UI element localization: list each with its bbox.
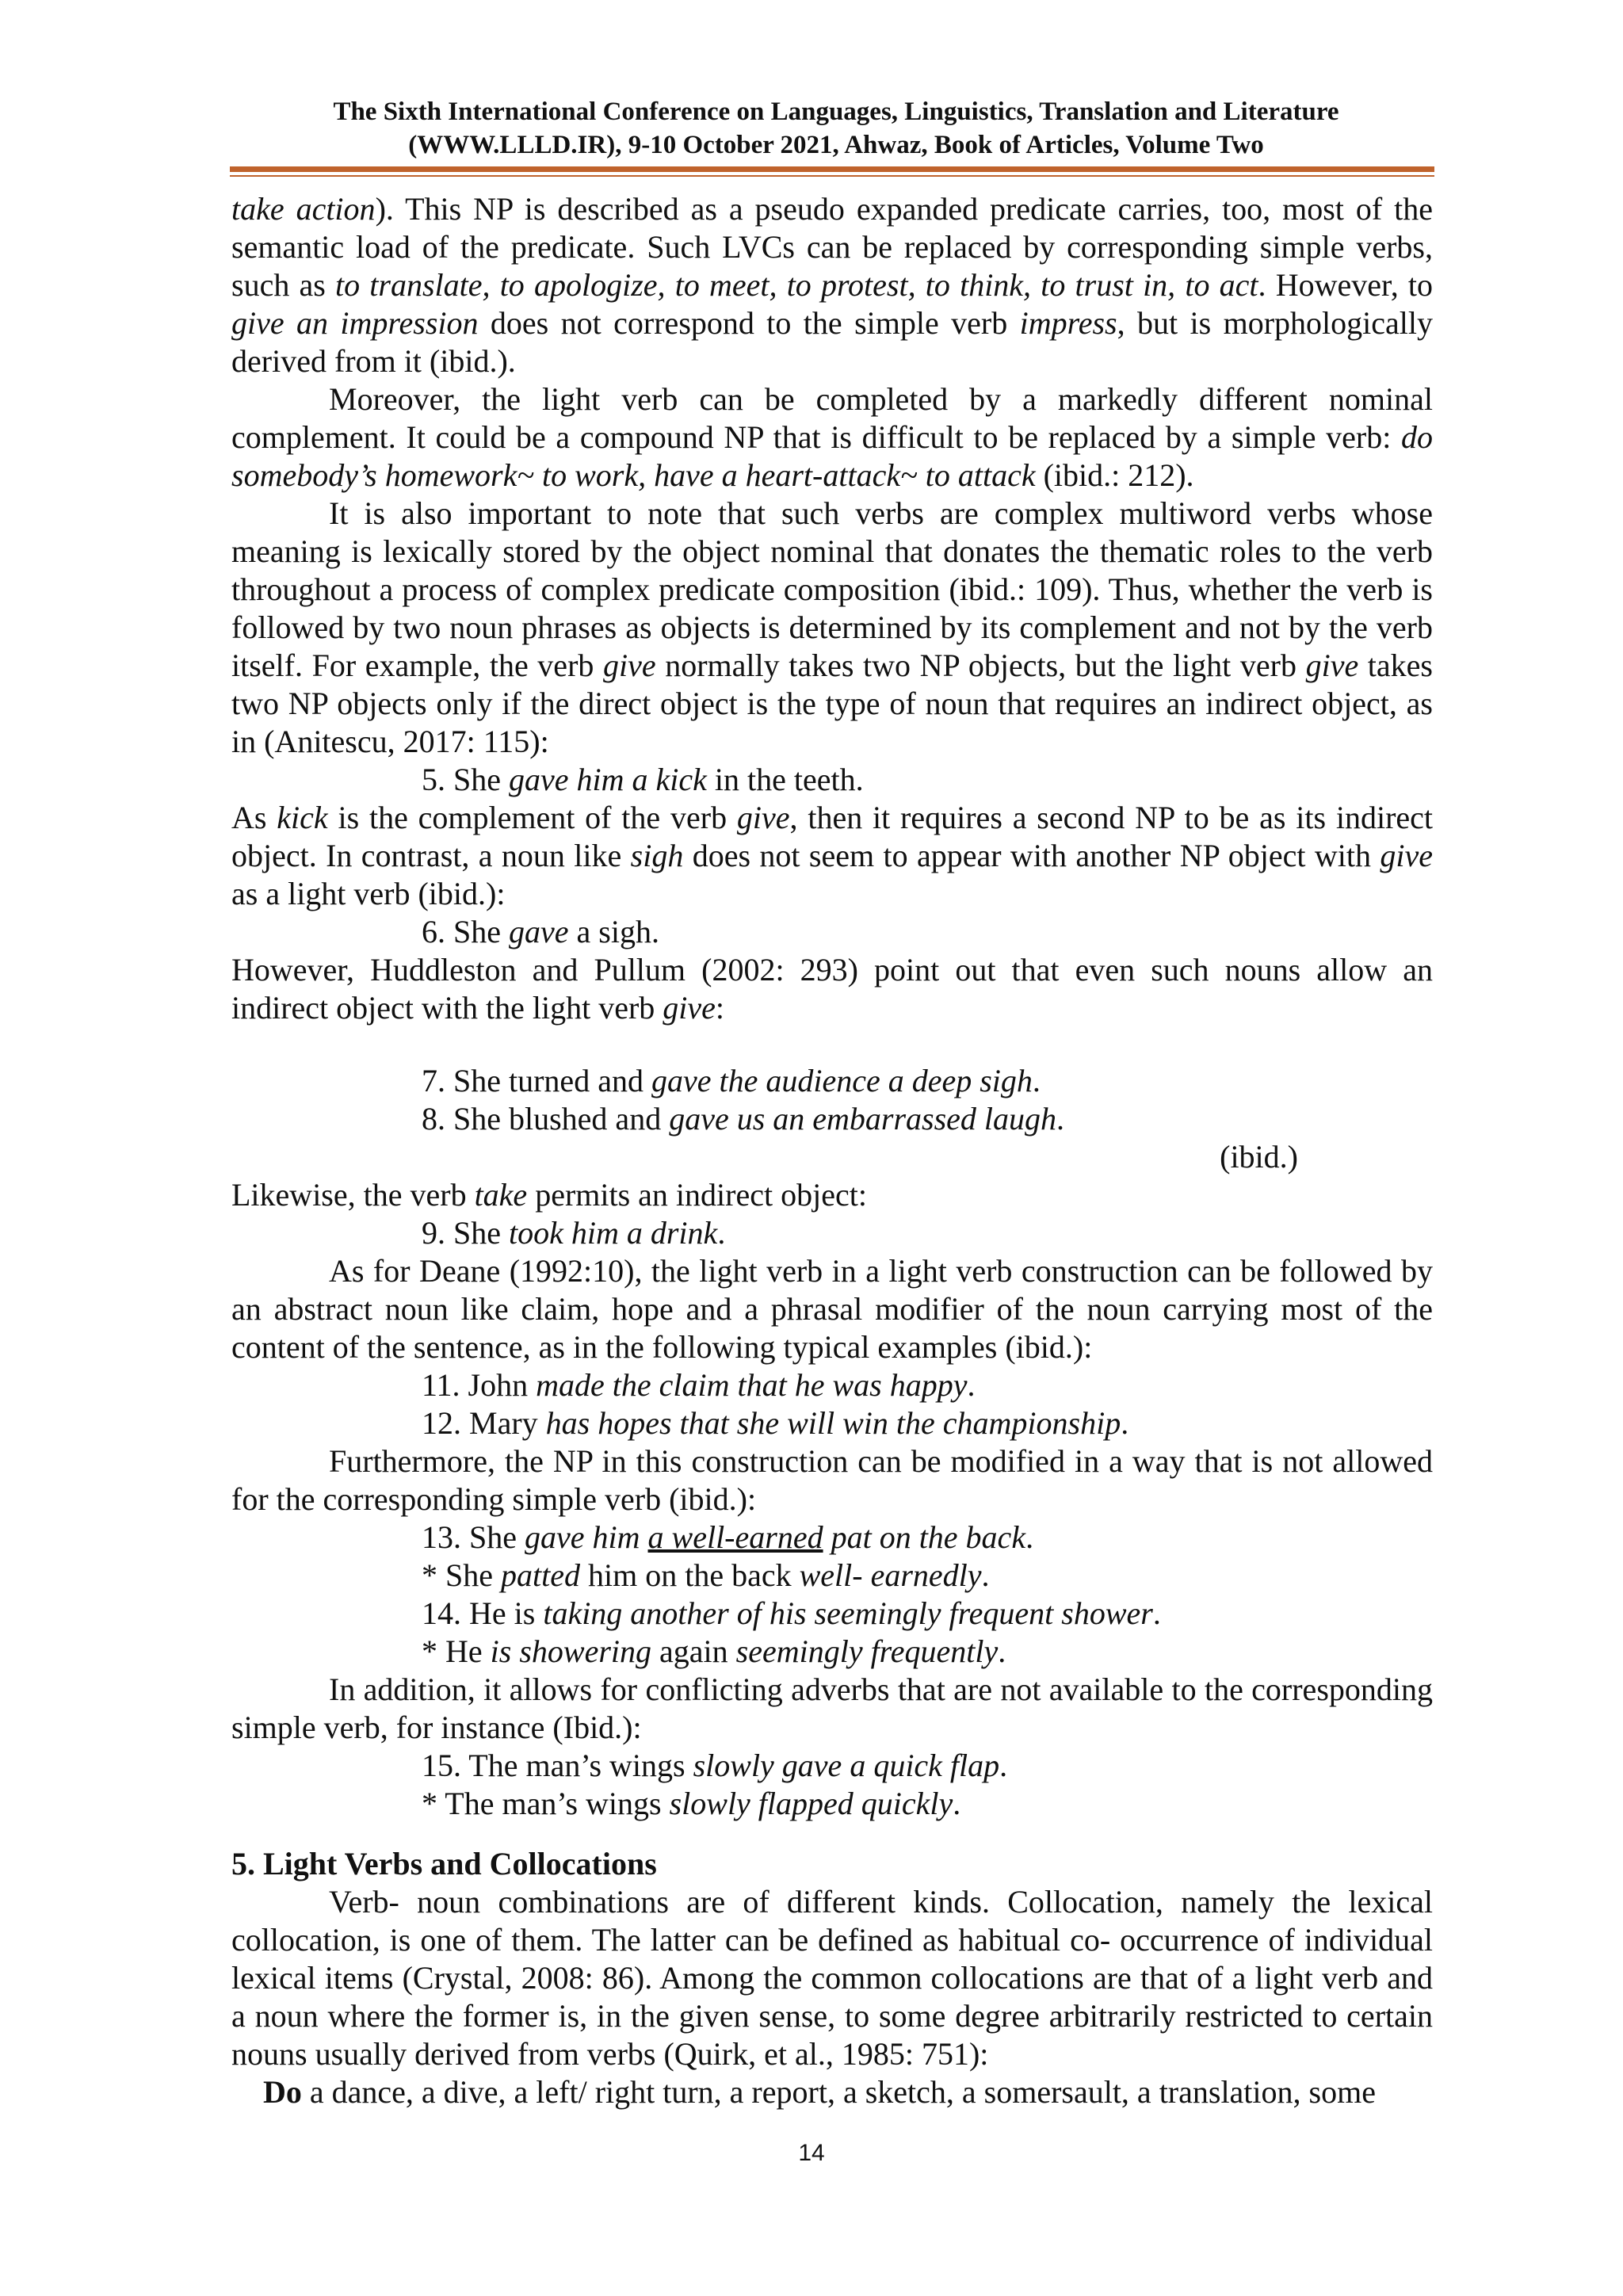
text: a dance, a dive, a left/ right turn, a report, a sketch, a somersault, a translation, some [301,2074,1376,2110]
spacer [231,1027,1433,1062]
italic-text: give [1380,838,1433,873]
italic-text: give [663,990,716,1026]
text: . [953,1786,961,1821]
example-14-starred [231,1633,1433,1671]
text: is the complement of the verb [327,800,737,835]
text: does not correspond to the simple verb [478,305,1020,341]
italic-text: made the claim that he was happy [536,1367,968,1403]
italic-text: kick [277,800,328,835]
text: . [1152,1595,1161,1631]
text: . [1032,1063,1041,1098]
text: ). This NP is described as a pseudo expanded predicate carries, too, most of the semantic load of the predicate. Such LVCs can be replaced by corresponding simple verbs, such as [231,191,1433,303]
paragraph [231,951,1433,1027]
text: (ibid.: 212). [1035,457,1194,493]
text: . [967,1367,976,1403]
example-14 [231,1595,1433,1633]
text: does not seem to appear with another NP object with [683,838,1381,873]
text: * The man’s wings [422,1786,670,1821]
text: . [1056,1101,1065,1137]
text: . [717,1215,726,1251]
bold-text: Do [263,2074,302,2110]
italic-text: give [1305,648,1359,683]
header-rule-thin [230,175,1434,177]
example-15 [231,1747,1433,1785]
paragraph [231,799,1433,913]
italic-text: well- earnedly [799,1557,982,1593]
text: permits an indirect object: [527,1177,867,1213]
italic-text: pat on the back [823,1519,1026,1555]
text: 6. She [422,914,509,949]
paragraph [231,2073,1433,2111]
example-8 [231,1100,1433,1138]
text: 14. He is [422,1595,544,1631]
paragraph [231,380,1433,495]
example-12 [231,1404,1433,1442]
text: Likewise, the verb [231,1177,475,1213]
text: , then it requires a second NP to be as its indirect object. In contrast, a noun like [231,800,1434,873]
text: takes two NP objects only if the direct object is the type of noun that requires an indirect object, as in (Anitescu, 2017: 115): [231,648,1433,759]
paragraph [231,1176,1433,1214]
italic-text: is showering [490,1633,651,1669]
text: 15. The man’s wings [422,1748,693,1783]
text: . [999,1748,1008,1783]
text: Moreover, the light verb can be completed by a markedly different nominal complement. It could be a compound NP that is difficult to be replaced by a simple verb: [231,381,1433,455]
text: . However, to [1258,267,1433,303]
italic-text: give [602,648,656,683]
italic-text: to translate, to apologize, to meet, to protest, to think, to trust in, to act [335,267,1258,303]
italic-text: gave him a kick [509,762,707,797]
text: 12. Mary [422,1405,546,1441]
text: 8. She blushed and [422,1101,670,1137]
paragraph [231,190,1433,380]
italic-text: take action [231,191,376,227]
italic-text: seemingly frequently [735,1633,999,1669]
spacer [231,1823,1433,1845]
underlined-italic-text: a well-earned [647,1519,823,1555]
text: 11. John [422,1367,537,1403]
italic-text: has hopes that she will win the championship [545,1405,1121,1441]
italic-text: impress [1019,305,1117,341]
text: normally takes two NP objects, but the light verb [655,648,1306,683]
paragraph [231,495,1433,761]
running-header [230,95,1442,162]
text: . [1121,1405,1129,1441]
paragraph: Verb- noun combinations are of different kinds. Collocation, namely the lexical collocation, is one of them. The latter can be defined as habitual co- occurrence of individual lexical items (Crystal, 2008: 86). Among the common collocations are that of a light verb and a noun where the former is, in the given sense, to some degree arbitrarily restricted to certain nouns usually derived from verbs (Quirk, et al., 1985: 751): [231,1884,1433,2072]
italic-text: do somebody’s homework~ to work, have a heart-attack~ to attack [231,419,1433,493]
example-11 [231,1366,1433,1404]
italic-text: gave him [525,1519,648,1555]
text: him on the back [579,1557,800,1593]
text: . [1025,1519,1034,1555]
header-rule-thick [230,166,1434,172]
italic-text: give [736,800,790,835]
example-6 [231,913,1433,951]
text: . [981,1557,990,1593]
italic-text: gave [509,914,569,949]
section-heading: 5. Light Verbs and Collocations [231,1846,657,1881]
text: , but is morphologically derived from it (ibid.). [231,305,1433,379]
text: 7. She turned and [422,1063,651,1098]
ibid-citation: (ibid.) [1220,1139,1298,1175]
text: 13. She [422,1519,525,1555]
text: . [998,1633,1006,1669]
text: * She [422,1557,501,1593]
italic-text: slowly flapped quickly [669,1786,953,1821]
italic-text: took him a drink [509,1215,718,1251]
text: again [651,1633,736,1669]
text: However, Huddleston and Pullum (2002: 293) point out that even such nouns allow an indirect object with the light verb [231,952,1433,1026]
example-13 [231,1519,1433,1557]
text: in the teeth. [706,762,864,797]
italic-text: gave us an embarrassed laugh [669,1101,1057,1137]
text: 9. She [422,1215,509,1251]
text: as a light verb (ibid.): [231,876,506,911]
article-body [231,190,1433,2111]
italic-text: sigh [630,838,684,873]
example-13-starred [231,1557,1433,1595]
italic-text: give an impression [231,305,479,341]
text: 5. She [422,762,509,797]
example-9 [231,1214,1433,1252]
text: * He [422,1633,491,1669]
italic-text: gave the audience a deep sigh [651,1063,1033,1098]
text: a sigh. [568,914,659,949]
text: As [231,800,277,835]
italic-text: take [474,1177,528,1213]
text: It is also important to note that such verbs are complex multiword verbs whose meaning is lexically stored by the object nominal that donates the thematic roles to the verb throughout a process of complex predicate composition (ibid.: 109). Thus, whether the verb is followed by two noun phrases as objects is determined by its complement and not by the verb itself. For example, the verb [231,495,1433,683]
text: : [715,990,725,1026]
paragraph: As for Deane (1992:10), the light verb in a light verb construction can be followed by an abstract noun like claim, hope and a phrasal modifier of the noun carrying most of the content of the sentence, as in the following typical examples (ibid.): [231,1253,1433,1365]
example-7 [231,1062,1433,1100]
header-line-2: (WWW.LLLD.IR), 9-10 October 2021, Ahwaz, Book of Articles, Volume Two [408,131,1264,159]
header-line-1: The Sixth International Conference on Languages, Linguistics, Translation and Literature [333,97,1339,126]
paragraph: Furthermore, the NP in this construction can be modified in a way that is not allowed for the corresponding simple verb (ibid.): [231,1443,1433,1517]
page-number: 14 [798,2140,825,2166]
example-15-starred [231,1785,1433,1823]
italic-text: taking another of his seemingly frequent shower [543,1595,1153,1631]
example-5 [231,761,1433,799]
paragraph: In addition, it allows for conflicting adverbs that are not available to the corresponding simple verb, for instance (Ibid.): [231,1671,1433,1745]
italic-text: patted [501,1557,580,1593]
italic-text: slowly gave a quick flap [693,1748,1000,1783]
